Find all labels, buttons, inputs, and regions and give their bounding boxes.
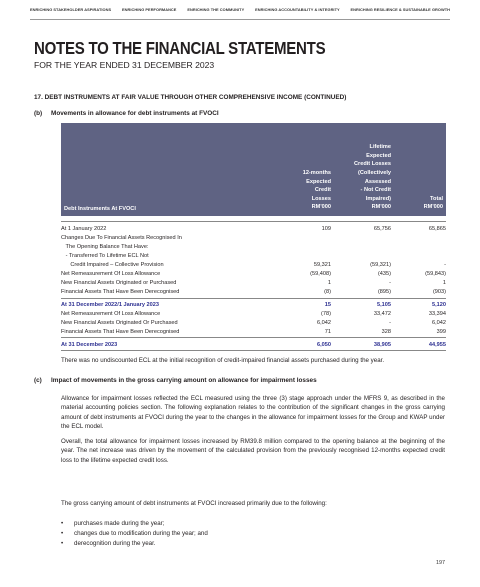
- column-header-12-month-ecl: 12-months Expected Credit Losses RM'000: [302, 170, 331, 211]
- column-header-total: Total RM'000: [423, 195, 443, 211]
- cell-lifetime-ecl: -: [389, 280, 391, 286]
- cell-total: 6,042: [432, 320, 446, 326]
- cell-lifetime-ecl: (895): [377, 289, 391, 295]
- cell-total: 399: [436, 329, 446, 335]
- paragraph-ecl-note: There was no undiscounted ECL at the initial recognition of credit-impaired financial assets purchased during the year.: [61, 357, 385, 364]
- cell-12-month-ecl: 15: [324, 302, 331, 308]
- table-row: [61, 328, 446, 337]
- nav-item-stakeholder: ENRICHING STAKEHOLDER ASPIRATIONS: [30, 7, 112, 12]
- cell-12-month-ecl: 1: [327, 280, 331, 286]
- table-header: [61, 123, 446, 216]
- row-label: Financial Assets That Have Been Derecognised: [61, 329, 180, 335]
- header-divider: [30, 19, 450, 20]
- row-label: New Financial Assets Originated Or Purchased: [61, 320, 178, 326]
- bullet-item: [61, 529, 208, 539]
- table-row: [61, 225, 446, 234]
- cell-total: 5,120: [432, 302, 446, 308]
- top-navigation: [30, 7, 450, 12]
- row-label: At 31 December 2023: [61, 342, 118, 348]
- cell-lifetime-ecl: -: [389, 320, 391, 326]
- table-rule: [61, 221, 446, 222]
- page-subtitle: FOR THE YEAR ENDED 31 DECEMBER 2023: [34, 60, 215, 70]
- cell-12-month-ecl: (78): [321, 311, 331, 317]
- table-row: [61, 288, 446, 297]
- paragraph-impairment-approach: Allowance for impairment losses reflected the ECL measured using the three (3) stage approach under the MFRS 9, as described in the material accounting policies section. The following explanation relates to the contribution of the significant changes in the gross carrying amount of debt instruments at FVOCI during the year to the changes in the allowance for impairment losses for the Group and KWAP under the ECL model.: [61, 395, 445, 431]
- nav-item-performance: ENRICHING PERFORMANCE: [122, 7, 177, 12]
- bullet-icon: •: [61, 520, 64, 527]
- cell-total: (59,843): [425, 271, 446, 277]
- row-label: Net Remeasurement Of Loss Allowance: [61, 271, 161, 277]
- cell-12-month-ecl: 6,042: [317, 320, 331, 326]
- cell-lifetime-ecl: 65,756: [373, 226, 391, 232]
- row-label: - Transferred To Lifetime ECL Not: [61, 253, 149, 259]
- cell-total: -: [444, 262, 446, 268]
- table-row: [61, 310, 446, 319]
- bullet-icon: •: [61, 540, 64, 547]
- cell-total: 33,394: [428, 311, 446, 317]
- section-c-title: Impact of movements in the gross carrying amount on allowance for impairment losses: [51, 377, 317, 384]
- row-label: At 1 January 2022: [61, 226, 107, 232]
- table-row: [61, 319, 446, 328]
- page-title: NOTES TO THE FINANCIAL STATEMENTS: [34, 38, 326, 58]
- cell-lifetime-ecl: 328: [381, 329, 391, 335]
- row-label: The Opening Balance That Have:: [61, 244, 149, 250]
- row-label: Net Remeasurement Of Loss Allowance: [61, 311, 161, 317]
- cell-total: 65,865: [428, 226, 446, 232]
- nav-item-resilience: ENRICHING RESILIENCE & SUSTAINABLE GROWTH: [350, 7, 450, 12]
- nav-item-community: ENRICHING THE COMMUNITY: [187, 7, 245, 12]
- table-rule: [61, 337, 446, 338]
- section-b-title: Movements in allowance for debt instruments at FVOCI: [51, 110, 219, 117]
- cell-total: (903): [432, 289, 446, 295]
- table-row: [61, 279, 446, 288]
- nav-item-accountability: ENRICHING ACCOUNTABILITY & INTEGRITY: [255, 7, 340, 12]
- paragraph-gross-carrying: The gross carrying amount of debt instruments at FVOCI increased primarily due to the following:: [61, 500, 327, 507]
- bullet-item: [61, 519, 208, 529]
- row-label: Changes Due To Financial Assets Recognised In: [61, 235, 182, 241]
- cell-12-month-ecl: 71: [324, 329, 331, 335]
- cell-lifetime-ecl: (435): [377, 271, 391, 277]
- table-row-header: Debt Instruments At FVOCI: [64, 206, 136, 212]
- bullet-text: purchases made during the year;: [74, 520, 165, 527]
- row-label: New Financial Assets Originated or Purchased: [61, 280, 177, 286]
- row-label: Credit Impaired – Collective Provision: [61, 262, 164, 268]
- cell-total: 1: [442, 280, 446, 286]
- note-heading: 17. DEBT INSTRUMENTS AT FAIR VALUE THROUGH OTHER COMPREHENSIVE INCOME (CONTINUED): [34, 94, 347, 101]
- page-number: 197: [436, 560, 445, 566]
- cell-lifetime-ecl: 33,472: [373, 311, 391, 317]
- section-b-letter: (b): [34, 110, 43, 117]
- bullet-icon: •: [61, 530, 64, 537]
- table-row: [61, 301, 446, 310]
- cell-12-month-ecl: 109: [321, 226, 331, 232]
- paragraph-overall-allowance: Overall, the total allowance for impairment losses increased by RM39.8 million compared to the opening balance at the beginning of the year. The net increase was driven by the movement of the calculated provision from the previously recognised 12-months expected credit loss to the lifetime expected credit loss.: [61, 438, 445, 464]
- section-c-heading: [34, 377, 317, 384]
- table-row: [61, 243, 446, 252]
- section-c-letter: (c): [34, 377, 42, 384]
- cell-12-month-ecl: (8): [324, 289, 331, 295]
- row-label: At 31 December 2022/1 January 2023: [61, 302, 159, 308]
- table-row: [61, 252, 446, 261]
- cell-total: 44,955: [428, 342, 446, 348]
- cell-lifetime-ecl: 5,105: [377, 302, 391, 308]
- row-label: Financial Assets That Have Been Derecognised: [61, 289, 180, 295]
- cell-lifetime-ecl: (59,321): [370, 262, 391, 268]
- cell-lifetime-ecl: 38,905: [373, 342, 391, 348]
- bullet-list: [61, 519, 208, 549]
- bullet-item: [61, 539, 208, 549]
- bullet-text: changes due to modification during the year; and: [74, 530, 208, 537]
- table-row: [61, 261, 446, 270]
- column-header-lifetime-ecl: Lifetime Expected Credit Losses (Collectively Assessed - Not Credit Impaired) RM'000: [354, 144, 391, 211]
- cell-12-month-ecl: (59,408): [310, 271, 331, 277]
- section-b-heading: [34, 110, 219, 117]
- table-row: [61, 234, 446, 243]
- cell-12-month-ecl: 6,050: [317, 342, 331, 348]
- table-row: [61, 341, 446, 350]
- table-rule: [61, 298, 446, 299]
- table-rule: [61, 350, 446, 351]
- cell-12-month-ecl: 59,321: [313, 262, 331, 268]
- bullet-text: derecognition during the year.: [74, 540, 156, 547]
- table-row: [61, 270, 446, 279]
